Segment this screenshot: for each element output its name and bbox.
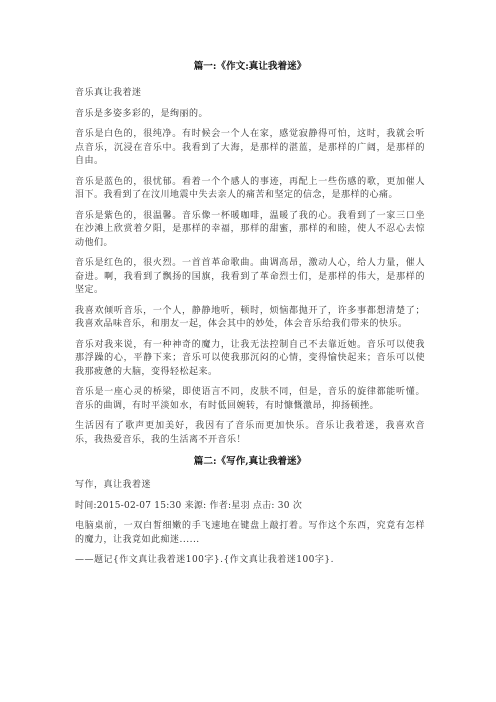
section-heading-2: 篇二:《写作,真让我着迷》 [193,456,307,467]
essay-title: 写作，真让我着迷 [75,480,152,490]
epigraph: ——题记{作文真让我着迷100字}.{作文真让我着迷100字}. [75,555,334,565]
paragraph: 我喜欢倾听音乐，一个人，静静地听，顿时，烦恼都抛开了，许多事都想清楚了；我喜欢品味音乐，和朋友一起，体会其中的妙处，体会音乐给我们带来的快乐。 [75,305,425,329]
article-meta: 时间:2015-02-07 15:30 来源: 作者:星羽 点击: 30 次 [75,500,303,511]
paragraph: 音乐是白色的，很纯净。有时候会一个人在家，感觉寂静得可怕，这时，我就会听点音乐，沉浸在音乐中。我看到了大海，是那样的湛蓝，是那样的广阔，是那样的自由。 [75,129,425,166]
paragraph: 音乐对我来说，有一种神奇的魔力，让我无法控制自己不去靠近她。音乐可以使我那浮躁的心，平静下来；音乐可以使我那沉闷的心情，变得愉快起来；音乐可以使我那疲惫的大脑，变得轻松起来。 [75,339,425,377]
paragraph: 音乐是蓝色的，很忧郁。看着一个个感人的事迹，再配上一些伤感的歌，更加催人泪下。我看到了在汶川地震中失去亲人的痛苦和坚定的信念，是那样的心痛。 [75,176,425,200]
paragraph: 电脑桌前，一双白皙细嫩的手飞速地在键盘上敲打着。写作这个东西，究竟有怎样的魔力，让我竟如此痴迷...... [75,521,425,545]
paragraph: 音乐是红色的，很火烈。一首首革命歌曲。曲调高昂，激动人心，给人力量，催人奋进。啊，我看到了飘扬的国旗，我看到了革命烈士们，是那样的伟大，是那样的坚定。 [75,258,425,295]
paragraph: 音乐是紫色的，很温馨。音乐像一杯暖咖啡，温暖了我的心。我看到了一家三口坐在沙滩上欣赏着夕阳，是那样的幸福，那样的甜蜜，那样的和睦，使人不忍心去惊动他们。 [75,210,425,248]
paragraph: 音乐是多姿多彩的，是绚丽的。 [75,108,209,119]
document-body [75,60,425,575]
paragraph: 音乐是一座心灵的桥梁，即使语言不同，皮肤不同，但是，音乐的旋律都能听懂。音乐的曲调，有时平淡如水，有时低回婉转，有时慷慨激昂，抑扬顿挫。 [75,387,425,411]
paragraph: 生活因有了歌声更加美好，我因有了音乐而更加快乐。音乐让我着迷，我喜欢音乐，我热爱音乐，我的生活离不开音乐！ [75,421,425,445]
section-heading-1: 篇一:《作文:真让我着迷》 [193,61,307,72]
essay-title: 音乐真让我着迷 [75,88,142,98]
